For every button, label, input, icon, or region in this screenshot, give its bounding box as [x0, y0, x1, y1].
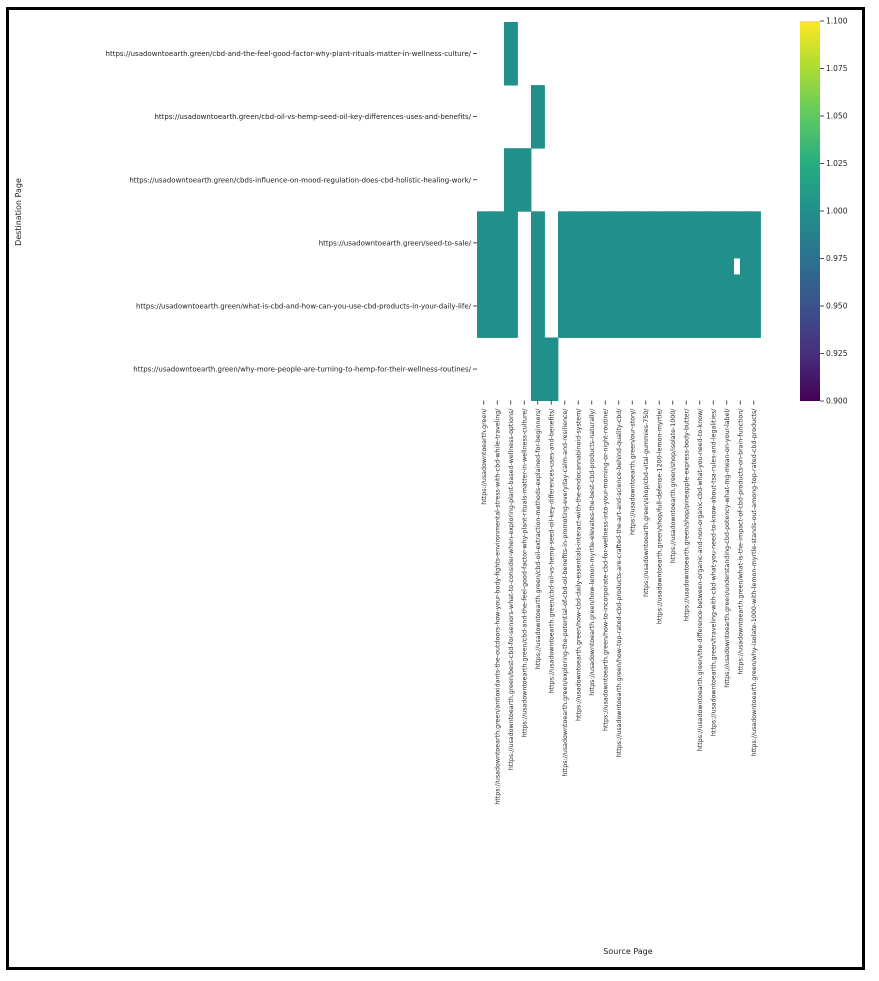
y-tick-label: https://usadowntoearth.green/what-is-cbd-and-how-can-you-use-cbd-products-in-your-daily-life/: [135, 302, 471, 311]
heatmap-cell: [612, 274, 626, 338]
heatmap-cell: [747, 274, 761, 338]
heatmap-cell: [693, 211, 707, 274]
x-tick-label: https://usadowntoearth.green/shop/cbd-vital-gummies-750/: [643, 408, 651, 597]
heatmap-cell: [477, 211, 491, 274]
x-tick-label: https://usadowntoearth.green/how-cbd-daily-essentials-interact-with-the-endocannabinoid-system/: [575, 408, 583, 721]
heatmap-cell: [639, 211, 653, 274]
heatmap-cell: [693, 274, 707, 338]
heatmap-cell: [585, 274, 599, 338]
colorbar-tick-label: 0.900: [826, 396, 848, 406]
heatmap-cell: [626, 211, 640, 274]
x-tick-label: https://usadowntoearth.green/antioxidants-the-outdoors-how-your-body-fights-environmental-stress-with-cbd-while-traveling/: [494, 408, 502, 805]
x-tick-label: https://usadowntoearth.green/the-difference-between-organic-and-non-organic-cbd-what-you-need-to-know/: [697, 408, 705, 752]
heatmap-cell: [504, 274, 518, 338]
heatmap-cell: [653, 274, 667, 338]
y-tick-label: https://usadowntoearth.green/cbd-and-the-feel-good-factor-why-plant-rituals-matter-in-wellness-culture/: [105, 50, 471, 59]
heatmap-cell: [531, 338, 545, 402]
colorbar-tick-label: 0.925: [826, 349, 848, 358]
heatmap-cell: [531, 211, 545, 274]
heatmap-cell: [585, 211, 599, 274]
heatmap-cell: [666, 274, 680, 338]
x-tick-label: https://usadowntoearth.green/cbd-oil-vs-hemp-seed-oil-key-differences-uses-and-benefits/: [548, 408, 556, 694]
heatmap-cell: [720, 274, 734, 338]
colorbar: [800, 17, 848, 406]
heatmap-cell: [734, 274, 748, 338]
x-axis-ticks: [481, 401, 758, 805]
colorbar-tick-label: 0.950: [826, 301, 848, 311]
heatmap-cell: [707, 274, 721, 338]
colorbar-tick-label: 1.025: [826, 159, 848, 168]
heatmap-gap: [734, 258, 740, 274]
x-tick-label: https://usadowntoearth.green/how-top-rated-cbd-products-are-crafted-the-art-and-science-behind-quality-cbd/: [616, 408, 624, 758]
colorbar-tick-label: 1.000: [826, 206, 848, 216]
heatmap-cell: [572, 274, 586, 338]
heatmap-cell: [680, 211, 694, 274]
x-tick-label: https://usadowntoearth.green/shop/full-defense-1200-lemon-myrtle/: [656, 408, 664, 625]
heatmap-cell: [518, 148, 532, 212]
heatmap-cell: [504, 148, 518, 212]
y-tick-label: https://usadowntoearth.green/why-more-people-are-turning-to-hemp-for-their-wellness-routines/: [133, 365, 471, 374]
x-axis-label: Source Page: [603, 947, 653, 956]
colorbar-tick-label: 1.075: [826, 64, 848, 73]
x-tick-label: https://usadowntoearth.green/why-isolate-1000-with-lemon-myrtle-stands-out-among-top-rated-cbd-products/: [751, 408, 759, 757]
x-tick-label: https://usadowntoearth.green/understanding-cbd-potency-what-mg-mean-on-your-label/: [724, 408, 732, 688]
heatmap-cell: [558, 211, 572, 274]
heatmap-cell: [531, 274, 545, 338]
x-tick-label: https://usadowntoearth.green/shop/isolate-1000/: [670, 408, 678, 564]
heatmap-cell: [558, 274, 572, 338]
heatmap-cell: [707, 211, 721, 274]
heatmap-cell: [545, 338, 559, 402]
heatmap-cell: [477, 274, 491, 338]
x-tick-label: https://usadowntoearth.green/traveling-with-cbd-what-you-need-to-know-about-tsa-rules-and-legalities/: [710, 408, 718, 737]
heatmap-cell: [666, 211, 680, 274]
colorbar-tick-label: 1.100: [826, 16, 848, 26]
heatmap-cell: [531, 85, 545, 149]
colorbar-gradient: [800, 21, 820, 401]
x-tick-label: https://usadowntoearth.green/exploring-the-potential-of-cbd-oil-benefits-in-promoting-everyday-calm-and-resilience/: [562, 408, 570, 777]
x-tick-label: https://usadowntoearth.green/how-lemon-myrtle-elevates-the-best-cbd-products-naturally/: [589, 408, 597, 696]
heatmap-cell: [680, 274, 694, 338]
y-tick-label: https://usadowntoearth.green/seed-to-sale/: [318, 239, 471, 248]
heatmap-cell: [747, 211, 761, 274]
heatmap-cell: [612, 211, 626, 274]
heatmap-cell: [720, 211, 734, 274]
x-tick-label: https://usadowntoearth.green/what-is-the-impact-of-cbd-products-on-brain-function/: [737, 408, 745, 675]
x-tick-label: https://usadowntoearth.green/: [481, 408, 489, 505]
heatmap-cell: [599, 211, 613, 274]
heatmap-cell: [491, 274, 505, 338]
y-tick-label: https://usadowntoearth.green/cbds-influence-on-mood-regulation-does-cbd-holistic-healing-work/: [129, 176, 471, 185]
x-tick-label: https://usadowntoearth.green/how-to-incorporate-cbd-for-wellness-into-your-morning-or-night-routine/: [602, 408, 610, 731]
x-tick-label: https://usadowntoearth.green/shop/pineapple-express-body-butter/: [683, 408, 691, 622]
heatmap-cell: [653, 211, 667, 274]
heatmap-cell: [626, 274, 640, 338]
x-tick-label: https://usadowntoearth.green/cbd-and-the-feel-good-factor-why-plant-rituals-matter-in-wellness-culture/: [521, 408, 529, 738]
heatmap-cell: [504, 22, 518, 86]
heatmap-cell: [599, 274, 613, 338]
heatmap-cells: [477, 22, 761, 401]
y-axis-ticks: [106, 50, 477, 374]
heatmap-cell: [572, 211, 586, 274]
colorbar-tick-label: 0.975: [826, 254, 848, 263]
y-axis-label: Destination Page: [14, 178, 23, 246]
heatmap-cell: [504, 211, 518, 274]
x-tick-label: https://usadowntoearth.green/best-cbd-for-seniors-what-to-consider-when-exploring-plant-based-wellness-options/: [508, 408, 516, 771]
heatmap-cell: [639, 274, 653, 338]
y-tick-label: https://usadowntoearth.green/cbd-oil-vs-hemp-seed-oil-key-differences-uses-and-benefits/: [154, 113, 471, 122]
colorbar-tick-label: 1.050: [826, 111, 848, 121]
heatmap-cell: [491, 211, 505, 274]
x-tick-label: https://usadowntoearth.green/our-story/: [629, 408, 637, 536]
x-tick-label: https://usadowntoearth.green/cbd-oil-extraction-methods-explained-for-beginners/: [535, 408, 543, 670]
